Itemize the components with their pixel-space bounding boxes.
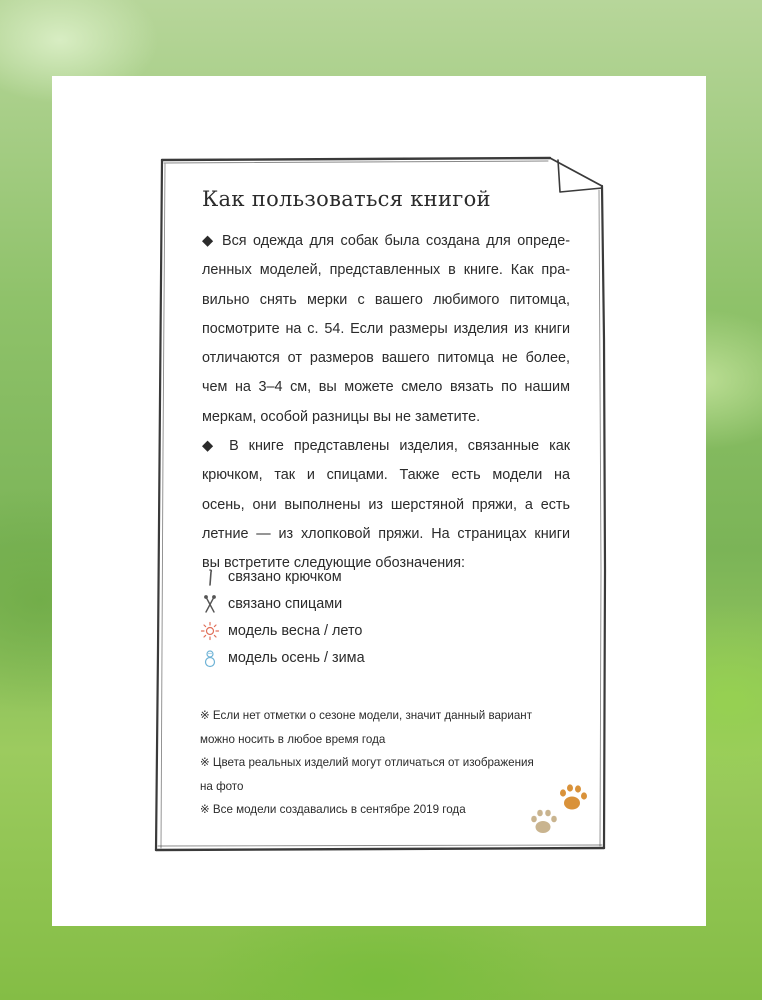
text-line: летние — из хлопковой пряжи. На страницах книги — [202, 525, 570, 542]
snowman-icon — [200, 648, 220, 668]
sun-icon — [200, 621, 220, 641]
paw-prints-icon — [528, 783, 588, 839]
crochet-hook-icon — [200, 567, 220, 587]
footnote-line: ※ Цвета реальных изделий могут отличаться от изображения — [200, 756, 534, 769]
legend-item-knitting — [200, 590, 500, 617]
text-line: ленных моделей, представленных в книге. Как пра- — [202, 262, 570, 279]
paw-beige-icon — [531, 810, 557, 833]
text-line: вильно снять мерки с вашего любимого питомца, — [202, 291, 570, 308]
paragraph-techniques — [202, 432, 570, 578]
legend-label: связано крючком — [228, 568, 342, 585]
legend-item-crochet — [200, 563, 500, 590]
intro-text — [202, 227, 570, 579]
text-line: крючком, так и спицами. Также есть модели на — [202, 467, 570, 484]
legend-item-spring-summer — [200, 617, 500, 644]
legend-label: модель весна / лето — [228, 622, 363, 639]
footnote-line: можно носить в любое время года — [200, 732, 386, 746]
text-line: ◆ Вся одежда для собак была создана для опреде- — [202, 233, 570, 249]
text-line: вы встретите следующие обозначения: — [202, 555, 465, 572]
text-line: посмотрите на с. 54. Если размеры изделия из книги — [202, 320, 570, 337]
knitting-needles-icon — [200, 594, 220, 614]
text-line: ◆ В книге представлены изделия, связанные как — [202, 438, 571, 455]
diamond-bullet: ◆ — [202, 233, 216, 249]
text-line: осень, они выполнены из шерстяной пряжи, а есть — [202, 496, 570, 513]
legend-item-autumn-winter — [200, 644, 500, 671]
symbol-legend — [200, 563, 500, 671]
page-title: Как пользоваться книгой — [202, 187, 491, 211]
diamond-bullet: ◆ — [202, 438, 220, 455]
text-line: отличаются от размеров вашего питомца не более, — [202, 350, 570, 367]
legend-label: связано спицами — [228, 595, 343, 612]
paw-orange-icon — [560, 784, 587, 809]
text-line: чем на 3–4 см, вы можете смело вязать по нашим — [202, 379, 570, 396]
footnotes — [200, 704, 580, 822]
paragraph-sizes — [202, 227, 570, 432]
text-line: меркам, особой разницы вы не заметите. — [202, 408, 481, 425]
footnote-line: на фото — [200, 779, 244, 793]
footnote-line: ※ Если нет отметки о сезоне модели, значит данный вариант — [200, 709, 533, 722]
legend-label: модель осень / зима — [228, 649, 365, 666]
footnote-line: ※ Все модели создавались в сентябре 2019 года — [200, 803, 466, 816]
